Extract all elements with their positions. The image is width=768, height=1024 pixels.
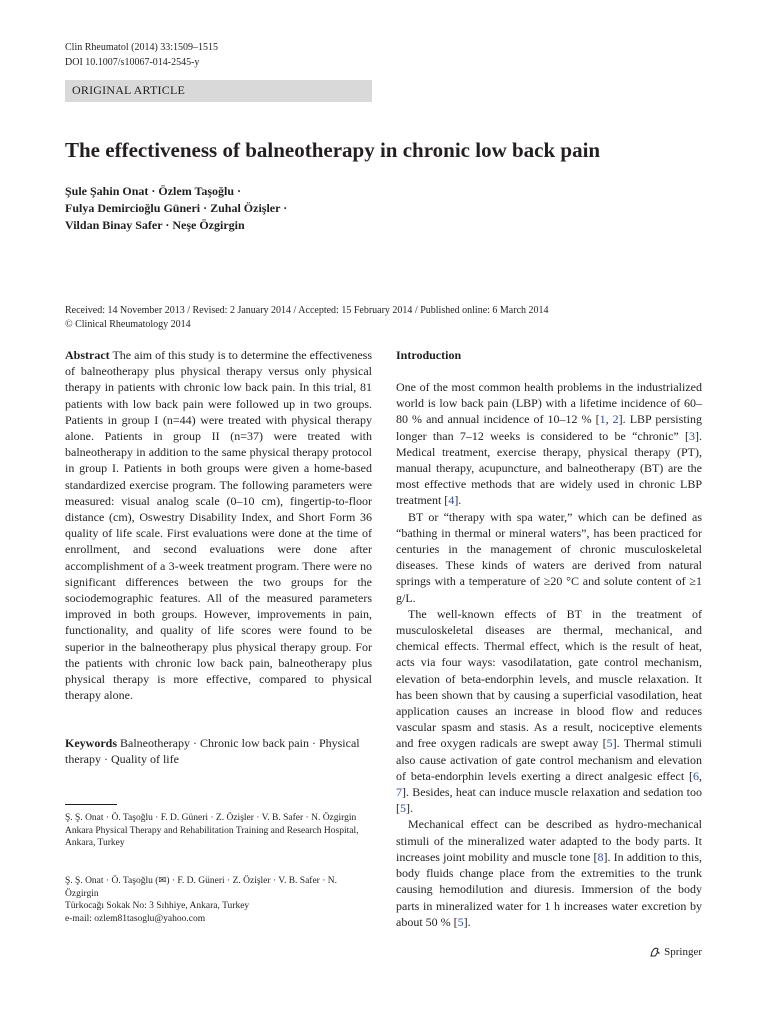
reference-link[interactable]: 6	[693, 768, 699, 783]
reference-link[interactable]: 3	[689, 428, 695, 443]
affiliation-2-address: Türkocağı Sokak No: 3 Sıhhiye, Ankara, Turkey	[65, 901, 250, 912]
abstract-label: Abstract	[65, 348, 110, 362]
reference-link[interactable]: 8	[597, 849, 604, 864]
reference-link[interactable]: 7	[396, 785, 402, 800]
footnote-rule	[65, 804, 117, 805]
introduction-section	[396, 347, 702, 930]
corresponding-email[interactable]: e-mail: ozlem81tasoglu@yahoo.com	[65, 913, 206, 924]
keywords-label: Keywords	[65, 736, 117, 750]
reference-link[interactable]: 5	[606, 736, 613, 751]
reference-link[interactable]: 4	[448, 493, 455, 508]
springer-horse-icon	[649, 946, 661, 958]
article-type-band	[65, 80, 372, 102]
affiliation-1-names: Ş. Ş. Onat · Ö. Taşoğlu · F. D. Güneri · Z. Özişler · V. B. Safer · N. Özgirgin	[65, 813, 357, 823]
journal-line: Clin Rheumatol (2014) 33:1509–1515	[65, 42, 219, 53]
reference-link[interactable]: 2	[612, 412, 619, 427]
intro-paragraph-4: Mechanical effect can be described as hydro-mechanical stimuli of the mineralized water adapted to the body parts. It increases joint mobility and muscle tone [8]. In addition to this, body fluids change place from the extremities to the trunk causing hemodilution and diuresis. Immersion of the body parts in mineralized water for 1 h increases water excretion by about 50 % [5].	[396, 817, 702, 929]
reference-link[interactable]: 5	[457, 914, 464, 929]
author-line-3: Vildan Binay Safer · Neşe Özgirgin	[65, 218, 245, 232]
author-list	[65, 183, 287, 234]
reference-link[interactable]: 1	[599, 412, 606, 427]
introduction-heading: Introduction	[396, 348, 462, 362]
history-dates: Received: 14 November 2013 / Revised: 2 January 2014 / Accepted: 15 February 2014 / Published online: 6 March 2014	[65, 305, 549, 316]
author-line-1: Şule Şahin Onat · Özlem Taşoğlu ·	[65, 184, 242, 198]
author-line-2: Fulya Demircioğlu Güneri · Zuhal Özişler ·	[65, 201, 288, 215]
affiliation-1-org: Ankara Physical Therapy and Rehabilitation Training and Research Hospital, Ankara, Turkey	[65, 825, 359, 849]
intro-paragraph-2: BT or “therapy with spa water,” which can be defined as “bathing in thermal or mineral waters”, has been practiced for centuries in the management of chronic musculoskeletal diseases. These kinds of waters are derived from natural springs with a temperature of ≥20 °C and solute content of ≥1 g/L.	[396, 509, 702, 605]
publisher-name: Springer	[664, 946, 702, 958]
abstract-block	[65, 347, 372, 703]
intro-paragraph-3: The well-known effects of BT in the treatment of musculoskeletal diseases are thermal, mechanical, and chemical effects. Thermal effect, which is the result of heat, acts via four ways: vasodilatation, gate control mechanism, elevation of beta-endorphin levels, and muscle relaxation. It has been shown that by causing a superficial vasodilation, heat application causes an increase in blood flow and reduces vascular spasm and stasis. As a result, nociceptive elements and free oxygen radicals are swept away [5]. Thermal stimuli also cause activation of gate control mechanism and elevation of beta-endorphin levels exerting a direct analgesic effect [6, 7]. Besides, heat can induce muscle relaxation and sedation too [5].	[396, 606, 702, 816]
keywords-block	[65, 735, 372, 767]
affiliation-1	[65, 812, 372, 850]
doi-line: DOI 10.1007/s10067-014-2545-y	[65, 57, 200, 68]
copyright-line: © Clinical Rheumatology 2014	[65, 318, 191, 330]
abstract-text: The aim of this study is to determine the effectiveness of balneotherapy plus physical therapy versus only physical therapy in patients with chronic low back pain. In this trial, 81 patients with low back pain were followed up in two groups. Patients in group I (n=44) were treated with physical therapy alone. Patients in group II (n=37) were treated with balneotherapy in addition to the same physical therapy protocol in group I. Patients in both groups were given a home-based standardized exercise program. The following parameters were measured: visual analog scale (0–10 cm), fingertip-to-floor distance (cm), Oswestry Disability Index, and Short Form 36 quality of life scale. First evaluations were done at the time of enrollment, and second evaluations were done after accomplishment of a 3-week treatment program. There were no significant differences between the two groups for the sociodemographic features. All of the measured parameters improved in both groups. However, improvements in pain, functionality, and quality of life scores were found to be superior in the balneotherapy plus physical therapy group. For the patients with chronic low back pain, balneotherapy plus physical therapy is more effective, compared to physical therapy alone.	[65, 348, 372, 703]
article-title: The effectiveness of balneotherapy in chronic low back pain	[65, 138, 601, 162]
publication-history	[65, 304, 549, 331]
journal-citation	[65, 40, 218, 70]
affiliation-2-names: Ş. Ş. Onat · Ö. Taşoğlu (✉) · F. D. Güneri · Z. Özişler · V. B. Safer · N. Özgirgin	[65, 876, 337, 899]
keywords-text: Balneotherapy · Chronic low back pain · Physical therapy · Quality of life	[65, 736, 360, 767]
affiliation-2	[65, 875, 372, 925]
reference-link[interactable]: 5	[400, 801, 406, 816]
article-type-label: ORIGINAL ARTICLE	[72, 83, 186, 97]
publisher-mark	[649, 946, 702, 958]
intro-paragraph-1: One of the most common health problems in the industrialized world is low back pain (LBP) with a lifetime incidence of 60–80 % and annual incidence of 10–12 % [1, 2]. LBP persisting longer than 7–12 weeks is considered to be “chronic” [3]. Medical treatment, exercise therapy, physical therapy (PT), manual therapy, acupuncture, and balneotherapy (BT) are the most effective methods that are widely used in chronic LBP treatment [4].	[396, 380, 702, 508]
